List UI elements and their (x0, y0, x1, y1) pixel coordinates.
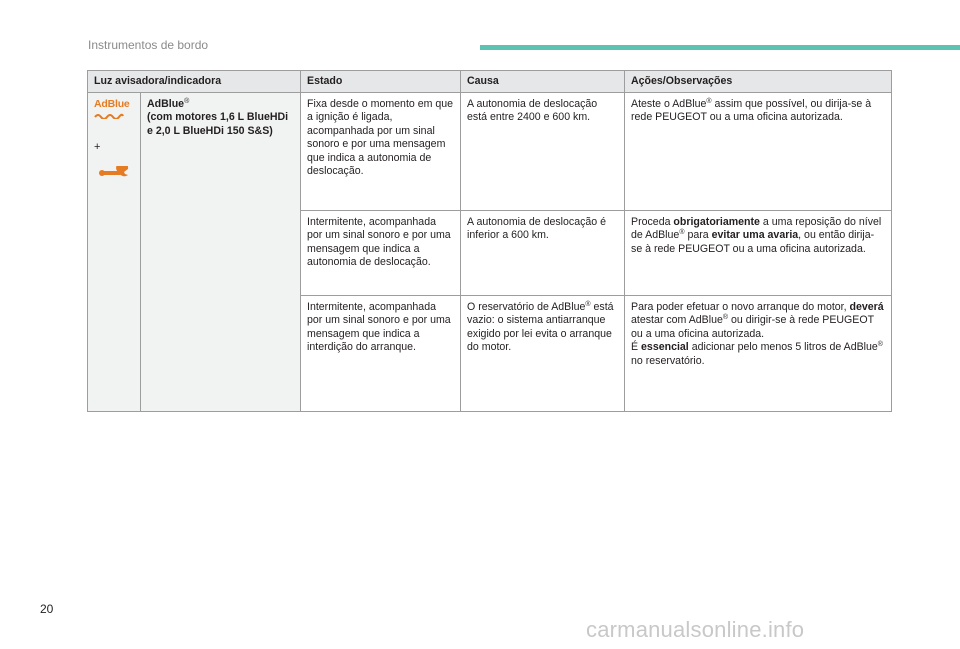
warning-name: AdBlue (147, 98, 185, 110)
acoes-text: para (684, 229, 712, 242)
plus-sign: + (94, 141, 101, 154)
acoes-text: no reservatório. (631, 354, 705, 367)
acoes-cell (625, 296, 892, 412)
causa-cell: A autonomia de deslocação é inferior a 600 km. (461, 211, 625, 296)
acoes-text: atestar com AdBlue (631, 314, 723, 327)
acoes-bold: evitar uma avaria (711, 229, 799, 242)
acoes-text: a uma reposição do nível de AdBlue (631, 216, 882, 242)
acoes-cell (625, 211, 892, 296)
registered-mark: ® (585, 301, 591, 308)
estado-cell: Intermitente, acompanhada por um sinal sonoro e por uma mensagem que indica a autonomia de deslocação. (301, 211, 461, 296)
table-row (88, 93, 892, 211)
column-header-luz: Luz avisadora/indicadora (88, 71, 301, 93)
header-accent-bar (480, 45, 960, 50)
acoes-text: Para poder efetuar o novo arranque do motor, (631, 301, 850, 313)
estado-cell: Intermitente, acompanhada por um sinal sonoro e por uma mensagem que indica a interdição do arranque. (301, 296, 461, 412)
registered-mark: ® (184, 98, 190, 105)
warning-lights-table (87, 70, 892, 412)
section-title: Instrumentos de bordo (88, 38, 209, 52)
estado-cell: Fixa desde o momento em que a ignição é ligada, acompanhada por um sinal sonoro e por uma mensagem que indica a autonomia de deslocação. (301, 93, 461, 211)
warning-subtitle: (com motores 1,6 L BlueHDi e 2,0 L BlueHDi 150 S&S) (147, 111, 289, 137)
acoes-cell (625, 93, 892, 211)
page-number: 20 (40, 602, 54, 616)
registered-mark: ® (679, 229, 685, 237)
warning-name-cell (141, 93, 301, 412)
acoes-text: assim que possível, ou dirija-se à rede PEUGEOT ou a uma oficina autorizada. (631, 98, 872, 124)
column-header-causa: Causa (461, 71, 625, 93)
causa-text: O reservatório de AdBlue (467, 301, 586, 313)
column-header-estado: Estado (301, 71, 461, 93)
acoes-text: adicionar pelo menos 5 litros de AdBlue (688, 341, 878, 354)
registered-mark: ® (722, 314, 729, 322)
acoes-bold: deverá (849, 301, 884, 313)
acoes-bold: essencial (641, 341, 689, 354)
watermark: carmanualsonline.info (586, 617, 805, 642)
registered-mark: ® (877, 341, 883, 349)
adblue-icon: AdBlue (94, 98, 130, 123)
column-header-acoes: Ações/Observações (625, 71, 892, 93)
service-wrench-icon (99, 166, 129, 180)
acoes-text: É (631, 341, 642, 354)
registered-mark: ® (706, 98, 712, 105)
acoes-text: , ou então dirija-se à rede PEUGEOT ou a uma oficina autorizada. (631, 229, 875, 255)
causa-cell (461, 296, 625, 412)
acoes-text: Proceda (631, 216, 674, 228)
warning-icon-cell (88, 93, 141, 412)
acoes-bold: obrigatoriamente (673, 216, 760, 228)
causa-text: está vazio: o sistema antiarranque exigido por lei evita o arranque do motor. (467, 301, 614, 354)
acoes-text: Ateste o AdBlue (631, 98, 707, 110)
causa-cell: A autonomia de deslocação está entre 2400 e 600 km. (461, 93, 625, 211)
acoes-text: ou dirigir-se à rede PEUGEOT ou a uma oficina autorizada. (631, 314, 874, 340)
table-header-row (88, 71, 892, 93)
